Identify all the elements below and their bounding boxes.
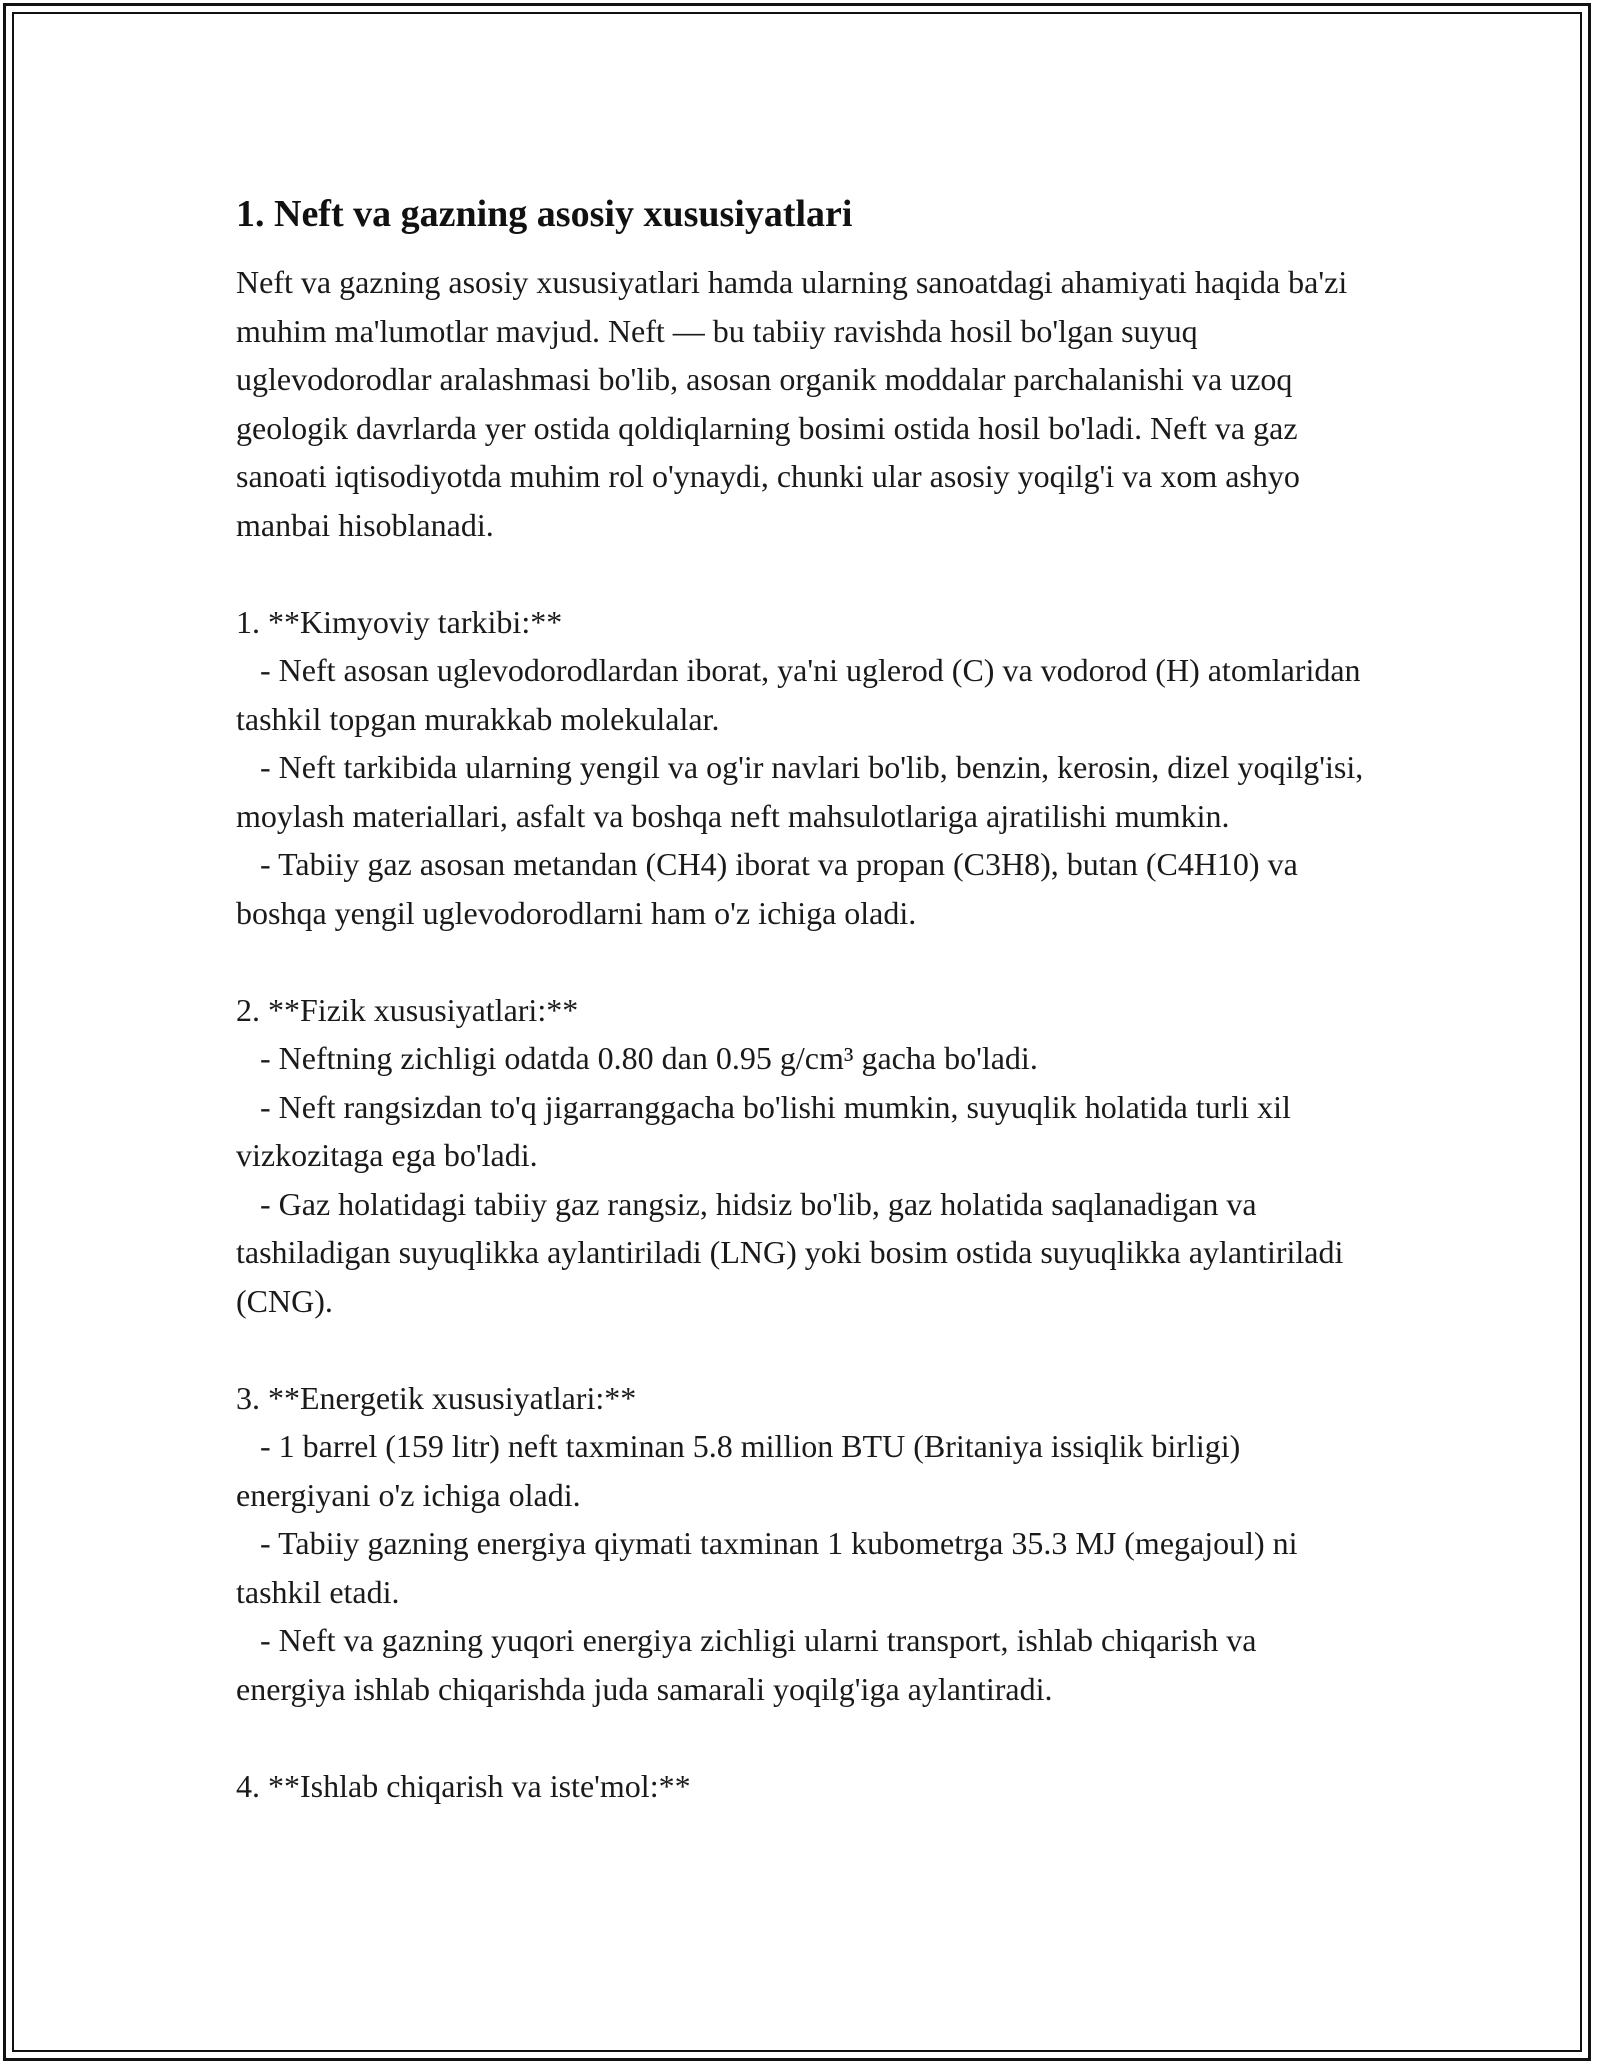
section-chemical-composition [236, 598, 1372, 938]
section-heading: 3. **Energetik xususiyatlari:** [236, 1379, 637, 1416]
intro-paragraph: Neft va gazning asosiy xususiyatlari hamda ularning sanoatdagi ahamiyati haqida ba'zi muhim ma'lumotlar mavjud. Neft — bu tabiiy ravishda hosil bo'lgan suyuq uglevodorodlar aralashmasi bo'lib, asosan organik moddalar parchalanishi va uzoq geologik davrlarda yer ostida qoldiqlarning bosimi ostida hosil bo'ladi. Neft va gaz sanoati iqtisodiyotda muhim rol o'ynaydi, chunki ular asosiy yoqilg'i va xom ashyo manbai hisoblanadi. [236, 264, 1356, 543]
list-item: - Neft rangsizdan to'q jigarranggacha bo'lishi mumkin, suyuqlik holatida turli xil vizkozitaga ega bo'ladi. [236, 1088, 1299, 1173]
list-item: - Neft tarkibida ularning yengil va og'ir navlari bo'lib, benzin, kerosin, dizel yoqilg'isi, moylash materiallari, asfalt va boshqa neft mahsulotlariga ajratilishi mumkin. [236, 749, 1372, 834]
list-item: - 1 barrel (159 litr) neft taxminan 5.8 million BTU (Britaniya issiqlik birligi) energiyani o'z ichiga oladi. [236, 1428, 1249, 1513]
document-body [236, 188, 1372, 1810]
document-title: 1. Neft va gazning asosiy xususiyatlari [236, 193, 853, 235]
spacer [236, 1713, 1366, 1762]
spacer [236, 549, 1366, 598]
section-production-consumption [236, 1762, 1366, 1811]
list-item: - Neft asosan uglevodorodlardan iborat, ya'ni uglerod (C) va vodorod (H) atomlaridan tashkil topgan murakkab molekulalar. [236, 652, 1369, 737]
section-energy-properties [236, 1374, 1366, 1714]
spacer [236, 937, 1366, 986]
list-item: - Neftning zichligi odatda 0.80 dan 0.95 g/cm³ gacha bo'ladi. [236, 1040, 1038, 1076]
section-heading: 1. **Kimyoviy tarkibi:** [236, 603, 563, 640]
section-heading: 2. **Fizik xususiyatlari:** [236, 991, 579, 1028]
list-item: - Tabiiy gaz asosan metandan (CH4) iborat va propan (C3H8), butan (C4H10) va boshqa yengil uglevodorodlarni ham o'z ichiga oladi. [236, 846, 1306, 931]
list-item: - Neft va gazning yuqori energiya zichligi ularni transport, ishlab chiqarish va energiya ishlab chiqarishda juda samarali yoqilg'iga aylantiradi. [236, 1622, 1265, 1707]
list-item: - Tabiiy gazning energiya qiymati taxminan 1 kubometrga 35.3 MJ (megajoul) ni tashkil etadi. [236, 1525, 1306, 1610]
spacer [236, 1325, 1366, 1374]
section-physical-properties [236, 986, 1366, 1326]
list-item: - Gaz holatidagi tabiiy gaz rangsiz, hidsiz bo'lib, gaz holatida saqlanadigan va tashiladigan suyuqlikka aylantiriladi (LNG) yoki bosim ostida suyuqlikka aylantiriladi (CNG). [236, 1185, 1352, 1319]
section-heading: 4. **Ishlab chiqarish va iste'mol:** [236, 1767, 691, 1804]
